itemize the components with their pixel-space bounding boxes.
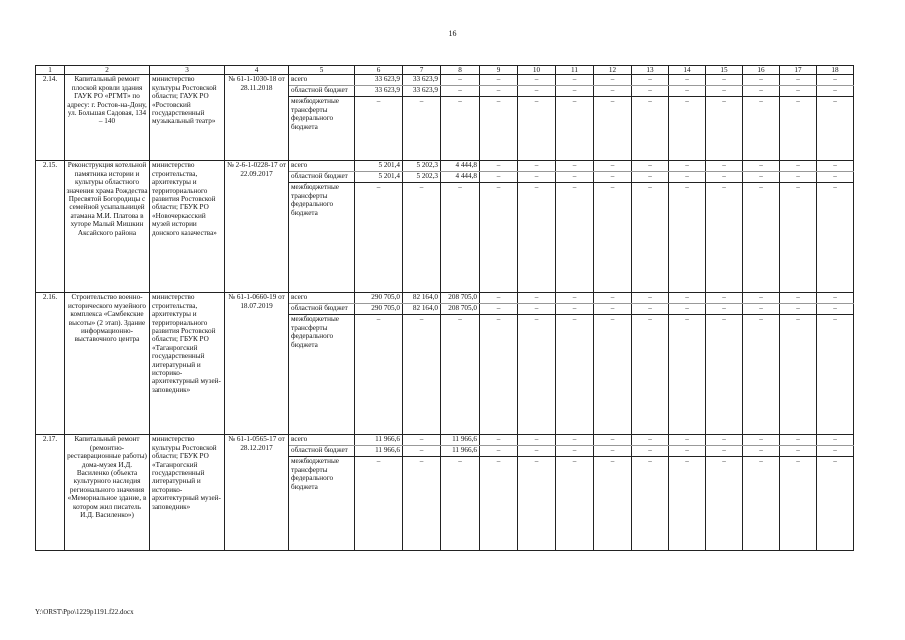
amount-cell: – — [518, 86, 556, 97]
amount-cell: – — [632, 315, 669, 435]
column-number-cell: 1 — [36, 66, 65, 75]
object-number-cell: 2.16. — [36, 293, 65, 435]
amount-cell: – — [556, 304, 594, 315]
amount-cell: – — [817, 172, 854, 183]
amount-cell: – — [706, 304, 743, 315]
amount-cell: – — [743, 293, 780, 304]
amount-cell: – — [780, 446, 817, 457]
amount-cell: 11 966,6 — [441, 435, 480, 446]
amount-cell: – — [403, 435, 441, 446]
funding-source-cell: межбюджетные трансферты федерального бюджета — [289, 183, 355, 293]
amount-cell: – — [556, 183, 594, 293]
amount-cell: – — [518, 304, 556, 315]
amount-cell: – — [817, 435, 854, 446]
table-row — [36, 435, 854, 446]
amount-cell: 33 623,9 — [403, 86, 441, 97]
amount-cell: – — [632, 435, 669, 446]
amount-cell: – — [518, 293, 556, 304]
amount-cell: – — [594, 183, 632, 293]
amount-cell: – — [556, 293, 594, 304]
amount-cell: – — [594, 293, 632, 304]
amount-cell: – — [632, 183, 669, 293]
amount-cell: – — [669, 435, 706, 446]
amount-cell: – — [518, 161, 556, 172]
amount-cell: – — [594, 457, 632, 551]
amount-cell: – — [780, 75, 817, 86]
design-document-cell: № 2-6-1-0228-17 от 22.09.2017 — [225, 161, 289, 293]
amount-cell: 5 202,3 — [403, 172, 441, 183]
amount-cell: – — [706, 75, 743, 86]
amount-cell: – — [669, 315, 706, 435]
amount-cell: – — [441, 457, 480, 551]
amount-cell: – — [556, 315, 594, 435]
amount-cell: – — [594, 161, 632, 172]
amount-cell: – — [632, 304, 669, 315]
amount-cell: – — [480, 304, 518, 315]
amount-cell: – — [706, 161, 743, 172]
amount-cell: 5 201,4 — [355, 161, 403, 172]
amount-cell: – — [355, 457, 403, 551]
amount-cell: – — [403, 183, 441, 293]
amount-cell: – — [632, 86, 669, 97]
amount-cell: – — [518, 446, 556, 457]
page-number: 16 — [448, 29, 457, 38]
column-number-cell: 15 — [706, 66, 743, 75]
funding-source-cell: всего — [289, 75, 355, 86]
amount-cell: – — [706, 293, 743, 304]
amount-cell: – — [743, 315, 780, 435]
amount-cell: – — [632, 172, 669, 183]
amount-cell: 5 201,4 — [355, 172, 403, 183]
funding-source-cell: областной бюджет — [289, 304, 355, 315]
amount-cell: – — [594, 446, 632, 457]
funding-source-cell: всего — [289, 293, 355, 304]
footer-file-path: Y:\ORST\Ppo\1229p1191.f22.docx — [35, 608, 134, 616]
amount-cell: – — [594, 315, 632, 435]
amount-cell: 208 705,0 — [441, 304, 480, 315]
design-document-cell: № 61-1-1030-18 от 28.11.2018 — [225, 75, 289, 161]
amount-cell: – — [480, 446, 518, 457]
amount-cell: – — [556, 446, 594, 457]
funding-source-cell: областной бюджет — [289, 172, 355, 183]
amount-cell: – — [480, 183, 518, 293]
column-number-cell: 2 — [65, 66, 150, 75]
column-number-cell: 6 — [355, 66, 403, 75]
funding-source-cell: межбюджетные трансферты федерального бюджета — [289, 315, 355, 435]
funding-source-cell: областной бюджет — [289, 86, 355, 97]
amount-cell: – — [817, 75, 854, 86]
amount-cell: 4 444,8 — [441, 161, 480, 172]
amount-cell: – — [743, 304, 780, 315]
amount-cell: – — [403, 315, 441, 435]
object-number-cell: 2.17. — [36, 435, 65, 551]
amount-cell: – — [743, 97, 780, 161]
amount-cell: – — [480, 315, 518, 435]
amount-cell: – — [403, 457, 441, 551]
amount-cell: 11 966,6 — [355, 446, 403, 457]
amount-cell: – — [480, 435, 518, 446]
amount-cell: – — [518, 457, 556, 551]
amount-cell: – — [480, 293, 518, 304]
amount-cell: – — [817, 304, 854, 315]
amount-cell: – — [743, 446, 780, 457]
amount-cell: 82 164,0 — [403, 293, 441, 304]
amount-cell: – — [556, 172, 594, 183]
amount-cell: – — [556, 97, 594, 161]
amount-cell: – — [594, 304, 632, 315]
amount-cell: – — [780, 97, 817, 161]
table-row — [36, 161, 854, 172]
amount-cell: 82 164,0 — [403, 304, 441, 315]
amount-cell: – — [780, 172, 817, 183]
amount-cell: – — [743, 86, 780, 97]
amount-cell: – — [556, 457, 594, 551]
amount-cell: – — [669, 75, 706, 86]
table-row — [36, 75, 854, 86]
amount-cell: – — [518, 435, 556, 446]
object-name-cell: Капитальный ремонт (ремонтно-реставрационные работы) дома-музея И.Д. Василенко (объекта культурного наследия регионального значения «Мемориальное здание, в котором жил писатель И.Д. Василенко») — [65, 435, 150, 551]
column-number-cell: 12 — [594, 66, 632, 75]
column-number-cell: 18 — [817, 66, 854, 75]
object-name-cell: Строительство военно-исторического музейного комплекса «Самбекские высоты» (2 этап). Здание информационно-выставочного центра — [65, 293, 150, 435]
amount-cell: – — [817, 457, 854, 551]
column-number-cell: 10 — [518, 66, 556, 75]
funding-source-cell: межбюджетные трансферты федерального бюджета — [289, 97, 355, 161]
amount-cell: – — [480, 75, 518, 86]
amount-cell: – — [706, 315, 743, 435]
amount-cell: – — [632, 293, 669, 304]
amount-cell: – — [518, 75, 556, 86]
amount-cell: – — [780, 457, 817, 551]
amount-cell: – — [403, 97, 441, 161]
amount-cell: – — [743, 75, 780, 86]
amount-cell: – — [441, 75, 480, 86]
funding-source-cell: всего — [289, 435, 355, 446]
amount-cell: – — [518, 183, 556, 293]
column-number-cell: 7 — [403, 66, 441, 75]
amount-cell: – — [706, 457, 743, 551]
amount-cell: – — [817, 86, 854, 97]
table-row — [36, 293, 854, 304]
amount-cell: – — [743, 457, 780, 551]
amount-cell: – — [518, 315, 556, 435]
amount-cell: – — [594, 75, 632, 86]
amount-cell: 33 623,9 — [355, 86, 403, 97]
amount-cell: – — [743, 183, 780, 293]
amount-cell: – — [743, 172, 780, 183]
amount-cell: – — [706, 172, 743, 183]
amount-cell: – — [556, 435, 594, 446]
amount-cell: – — [669, 457, 706, 551]
amount-cell: 290 705,0 — [355, 293, 403, 304]
amount-cell: – — [518, 172, 556, 183]
funding-source-cell: областной бюджет — [289, 446, 355, 457]
amount-cell: – — [518, 97, 556, 161]
amount-cell: – — [441, 86, 480, 97]
amount-cell: – — [441, 183, 480, 293]
amount-cell: – — [706, 183, 743, 293]
column-number-cell: 14 — [669, 66, 706, 75]
design-document-cell: № 61-1-0660-19 от 18.07.2019 — [225, 293, 289, 435]
amount-cell: 290 705,0 — [355, 304, 403, 315]
amount-cell: – — [669, 293, 706, 304]
executor-cell: министерство строительства, архитектуры и территориального развития Ростовской области; ГБУК РО «Таганрогский государственный литературный и историко-архитектурный музей-заповедник» — [150, 293, 225, 435]
amount-cell: – — [780, 315, 817, 435]
column-number-row — [36, 66, 854, 75]
object-number-cell: 2.14. — [36, 75, 65, 161]
amount-cell: – — [706, 446, 743, 457]
amount-cell: – — [780, 293, 817, 304]
executor-cell: министерство строительства, архитектуры и территориального развития Ростовской области; ГБУК РО «Новочеркасский музей истории донского казачества» — [150, 161, 225, 293]
column-number-cell: 5 — [289, 66, 355, 75]
amount-cell: 33 623,9 — [355, 75, 403, 86]
amount-cell: – — [780, 435, 817, 446]
executor-cell: министерство культуры Ростовской области; ГБУК РО «Таганрогский государственный литературный и историко-архитектурный музей-заповедник» — [150, 435, 225, 551]
amount-cell: 11 966,6 — [355, 435, 403, 446]
executor-cell: министерство культуры Ростовской области; ГАУК РО «Ростовский государственный музыкальный театр» — [150, 75, 225, 161]
amount-cell: – — [632, 457, 669, 551]
amount-cell: – — [669, 86, 706, 97]
amount-cell: – — [817, 293, 854, 304]
amount-cell: – — [594, 86, 632, 97]
column-number-cell: 9 — [480, 66, 518, 75]
amount-cell: – — [669, 97, 706, 161]
amount-cell: – — [743, 161, 780, 172]
amount-cell: – — [441, 97, 480, 161]
amount-cell: 11 966,6 — [441, 446, 480, 457]
program-table — [35, 65, 854, 551]
column-number-cell: 13 — [632, 66, 669, 75]
amount-cell: – — [780, 86, 817, 97]
amount-cell: – — [556, 75, 594, 86]
column-number-cell: 4 — [225, 66, 289, 75]
amount-cell: – — [743, 435, 780, 446]
amount-cell: – — [669, 172, 706, 183]
column-number-cell: 3 — [150, 66, 225, 75]
amount-cell: – — [817, 183, 854, 293]
column-number-cell: 11 — [556, 66, 594, 75]
amount-cell: – — [355, 315, 403, 435]
amount-cell: – — [669, 183, 706, 293]
design-document-cell: № 61-1-0565-17 от 28.12.2017 — [225, 435, 289, 551]
amount-cell: – — [706, 435, 743, 446]
amount-cell: – — [480, 97, 518, 161]
amount-cell: – — [632, 446, 669, 457]
amount-cell: – — [441, 315, 480, 435]
amount-cell: – — [706, 97, 743, 161]
amount-cell: – — [355, 183, 403, 293]
amount-cell: – — [780, 183, 817, 293]
column-number-cell: 17 — [780, 66, 817, 75]
amount-cell: – — [480, 457, 518, 551]
amount-cell: – — [669, 446, 706, 457]
amount-cell: – — [556, 161, 594, 172]
amount-cell: – — [669, 304, 706, 315]
amount-cell: – — [780, 304, 817, 315]
amount-cell: – — [780, 161, 817, 172]
funding-source-cell: всего — [289, 161, 355, 172]
amount-cell: – — [817, 97, 854, 161]
amount-cell: – — [480, 161, 518, 172]
amount-cell: – — [817, 446, 854, 457]
amount-cell: – — [480, 172, 518, 183]
amount-cell: 33 623,9 — [403, 75, 441, 86]
amount-cell: – — [706, 86, 743, 97]
amount-cell: – — [632, 75, 669, 86]
amount-cell: – — [480, 86, 518, 97]
object-name-cell: Реконструкция котельной памятника истории и культуры областного значения храма Рождества Пресвятой Богородицы с семейной усыпальницей атамана М.И. Платова в хуторе Малый Мишкин Аксайского района — [65, 161, 150, 293]
amount-cell: 4 444,8 — [441, 172, 480, 183]
amount-cell: – — [355, 97, 403, 161]
amount-cell: 5 202,3 — [403, 161, 441, 172]
amount-cell: – — [632, 97, 669, 161]
amount-cell: – — [556, 86, 594, 97]
funding-source-cell: межбюджетные трансферты федерального бюджета — [289, 457, 355, 551]
amount-cell: – — [403, 446, 441, 457]
amount-cell: – — [817, 315, 854, 435]
amount-cell: 208 705,0 — [441, 293, 480, 304]
amount-cell: – — [632, 161, 669, 172]
amount-cell: – — [594, 172, 632, 183]
object-number-cell: 2.15. — [36, 161, 65, 293]
column-number-cell: 16 — [743, 66, 780, 75]
amount-cell: – — [669, 161, 706, 172]
amount-cell: – — [817, 161, 854, 172]
column-number-cell: 8 — [441, 66, 480, 75]
amount-cell: – — [594, 97, 632, 161]
amount-cell: – — [594, 435, 632, 446]
object-name-cell: Капитальный ремонт плоской кровли здания ГАУК РО «РГМТ» по адресу: г. Ростов-на-Дону, ул. Большая Садовая, 134 – 140 — [65, 75, 150, 161]
